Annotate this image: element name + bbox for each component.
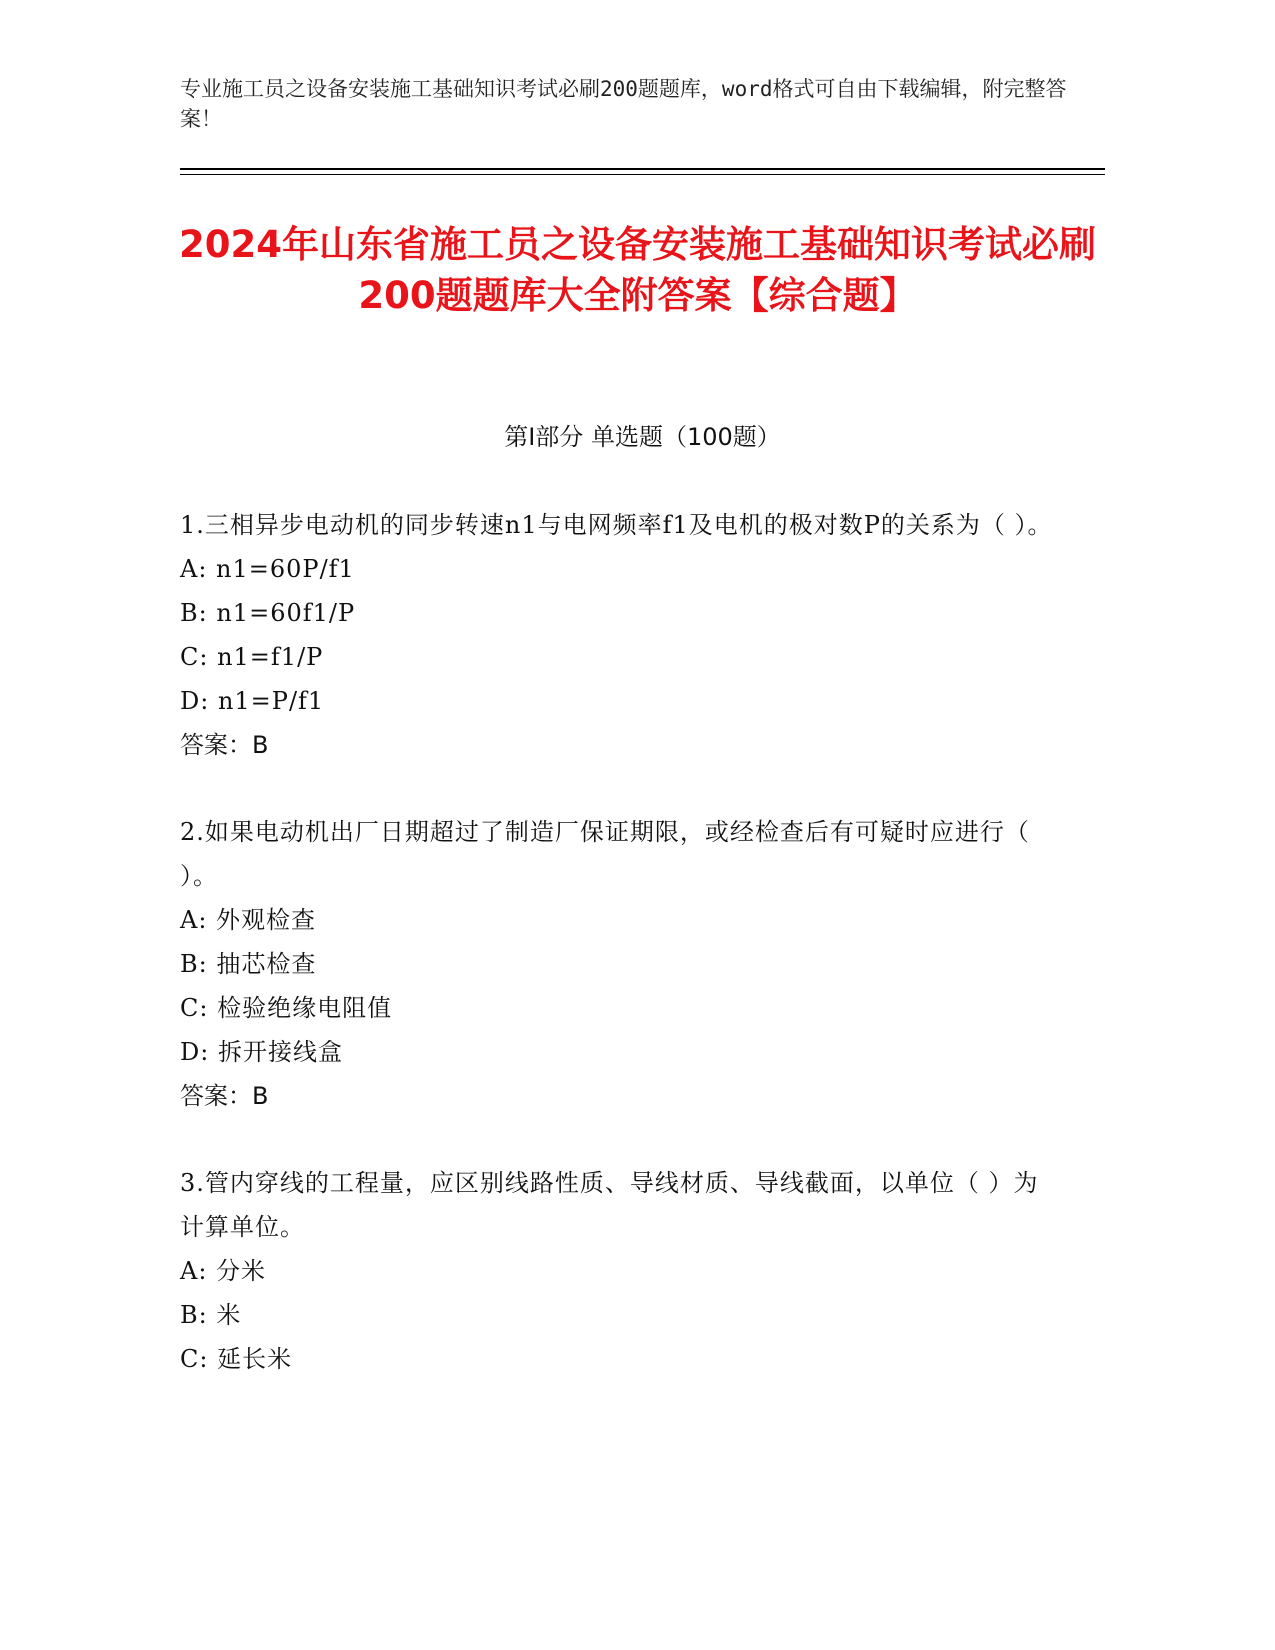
answer: 答案：B — [180, 731, 269, 759]
answer: 答案：B — [180, 1082, 269, 1110]
option-b: B: 抽芯检查 — [180, 950, 317, 978]
option-c: C: 检验绝缘电阻值 — [180, 994, 393, 1022]
section-title: 第Ⅰ部分 单选题（100题） — [504, 423, 781, 451]
option-a: A: n1=60P/f1 — [180, 555, 355, 583]
option-a: A: 外观检查 — [180, 906, 317, 934]
option-c: C: 延长米 — [180, 1345, 293, 1373]
option-d: D: 拆开接线盒 — [180, 1038, 343, 1066]
question-list — [180, 503, 1060, 1424]
question-1 — [180, 503, 1060, 767]
header-rule-thin — [180, 174, 1105, 175]
question-stem: 1.三相异步电动机的同步转速n1与电网频率f1及电机的极对数P的关系为（ ）。 — [180, 511, 1053, 539]
document-title: 2024年山东省施工员之设备安装施工基础知识考试必刷200题题库大全附答案【综合题】 — [179, 223, 1096, 317]
option-d: D: n1=P/f1 — [180, 687, 325, 715]
question-2 — [180, 810, 1060, 1118]
option-b: B: n1=60f1/P — [180, 599, 356, 627]
question-stem: 3.管内穿线的工程量，应区别线路性质、导线材质、导线截面，以单位（ ）为计算单位。 — [180, 1169, 1039, 1241]
option-b: B: 米 — [180, 1301, 242, 1329]
question-3 — [180, 1161, 1060, 1381]
option-a: A: 分米 — [180, 1257, 267, 1285]
header-rule-thick — [180, 168, 1105, 170]
header-note: 专业施工员之设备安装施工基础知识考试必刷200题题库，word格式可自由下载编辑，附完整答案！ — [180, 77, 1067, 131]
question-stem: 2.如果电动机出厂日期超过了制造厂保证期限，或经检查后有可疑时应进行（ ）。 — [180, 818, 1030, 890]
option-c: C: n1=f1/P — [180, 643, 324, 671]
